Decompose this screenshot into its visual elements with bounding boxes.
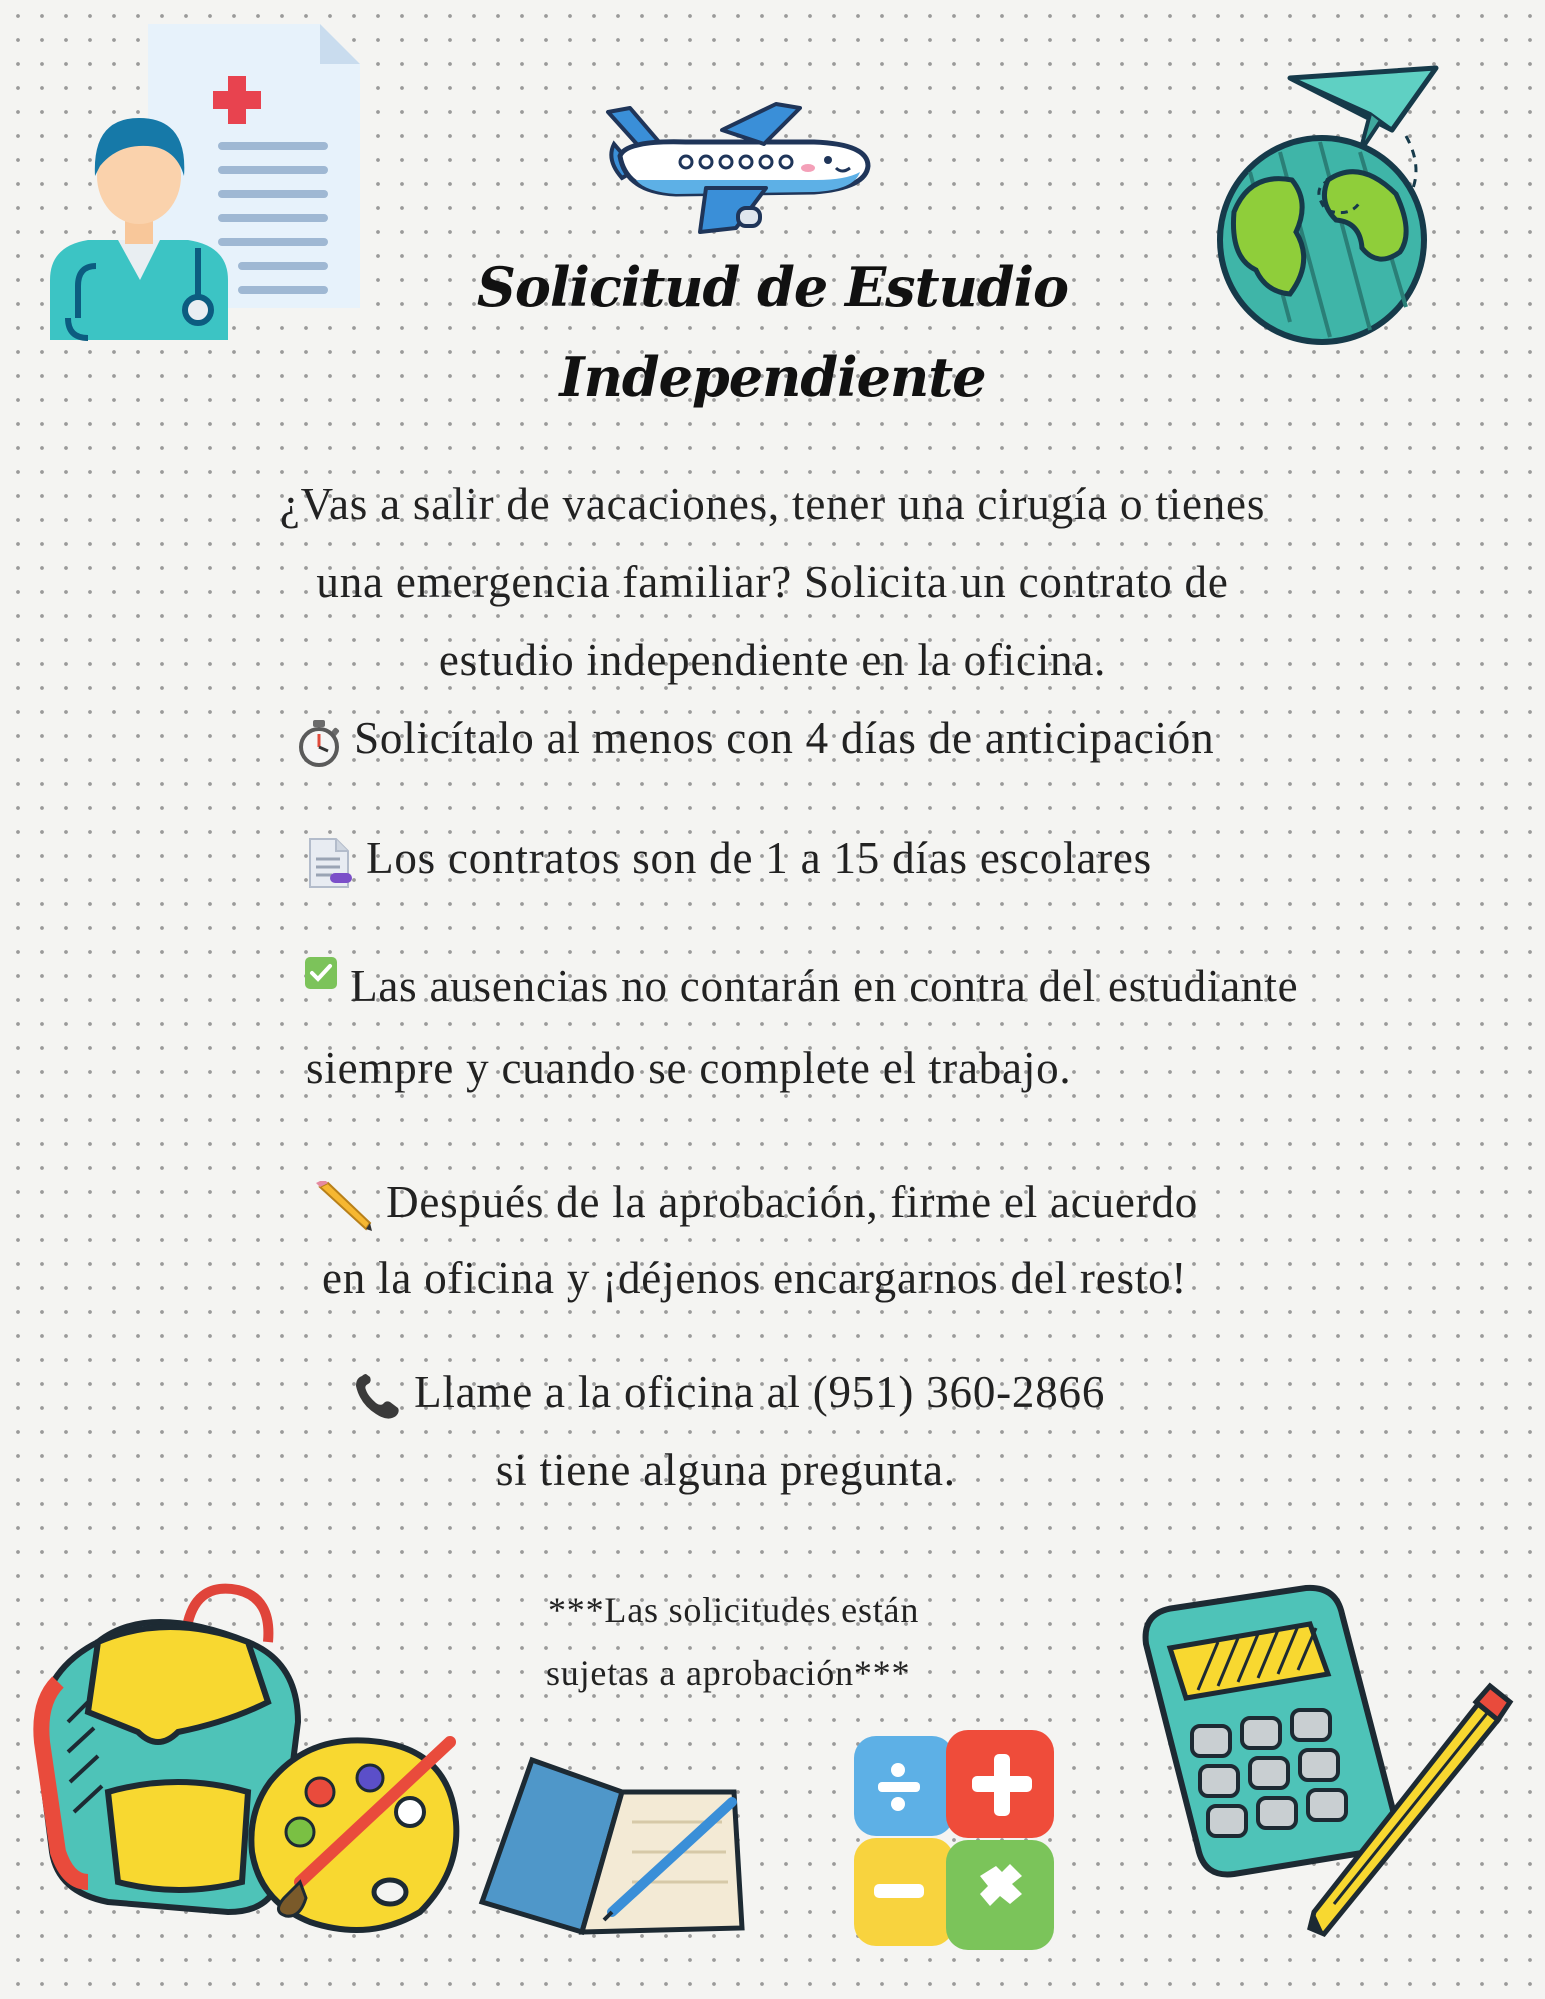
check-mark-icon (304, 956, 338, 990)
contracts-text: Los contratos son de 1 a 15 días escolares (366, 833, 1152, 883)
pencil-icon (314, 1181, 374, 1233)
intro-line-1: ¿Vas a salir de vacaciones, tener una cirugía o tienes (279, 479, 1266, 529)
approval-note-line-2: sujetas a aprobación*** (546, 1653, 911, 1693)
paint-palette-icon (240, 1722, 490, 1942)
page-title-line-1: Solicitud de Estudio (476, 255, 1069, 319)
advance-notice-item (296, 712, 1214, 768)
approval-item (314, 1176, 1198, 1233)
stopwatch-icon (296, 718, 342, 768)
approval-note-line-1: ***Las solicitudes están (548, 1590, 920, 1630)
document-icon (306, 837, 354, 889)
absences-item (304, 960, 1298, 1012)
calculator-pencil-icon (1138, 1584, 1518, 1954)
airplane-icon (596, 100, 876, 240)
telephone-icon (352, 1372, 402, 1422)
notebook-pen-icon (472, 1752, 762, 1942)
absences-text-2: siempre y cuando se complete el trabajo. (306, 1043, 1072, 1093)
page-title-line-2: Independiente (559, 345, 986, 409)
advance-notice-text: Solicítalo al menos con 4 días de anticipación (354, 713, 1215, 763)
absences-text-1: Las ausencias no contarán en contra del estudiante (350, 961, 1299, 1011)
call-text-1: Llame a la oficina al (951) 360-2866 (414, 1367, 1106, 1417)
intro-line-2: una emergencia familiar? Solicita un contrato de (316, 557, 1229, 607)
approval-text-1: Después de la aprobación, firme el acuerdo (386, 1177, 1199, 1227)
contracts-item (306, 832, 1152, 889)
intro-line-3: estudio independiente en la oficina. (438, 635, 1107, 685)
call-text-2: si tiene alguna pregunta. (496, 1445, 956, 1495)
math-blocks-icon (850, 1726, 1080, 1958)
approval-text-2: en la oficina y ¡déjenos encargarnos del resto! (322, 1253, 1188, 1303)
call-item (352, 1366, 1105, 1422)
